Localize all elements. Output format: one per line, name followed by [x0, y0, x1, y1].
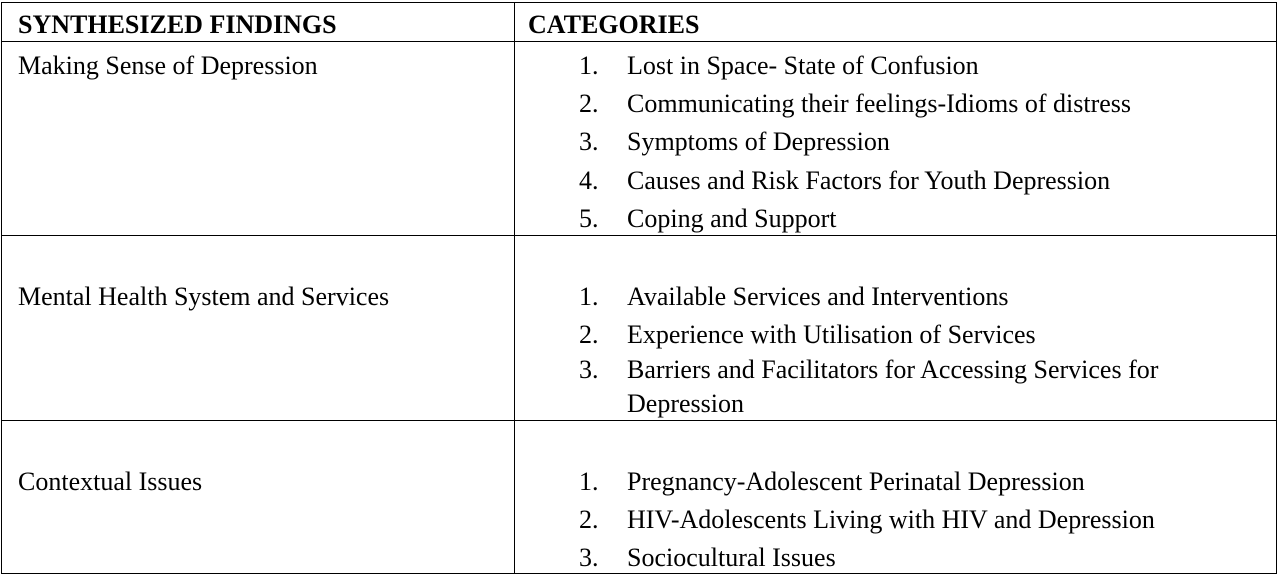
row-divider — [2, 235, 1276, 236]
category-item: Communicating their feelings-Idioms of distress — [627, 89, 1132, 118]
finding-label: Contextual Issues — [18, 467, 203, 496]
column-divider — [514, 3, 515, 573]
category-item: Pregnancy-Adolescent Perinatal Depression — [627, 467, 1085, 496]
category-number: 1. — [579, 51, 599, 80]
header-categories: CATEGORIES — [528, 10, 700, 39]
category-item: Experience with Utilisation of Services — [627, 320, 1036, 349]
category-number: 1. — [579, 282, 599, 311]
category-number: 2. — [579, 320, 599, 349]
category-item: Lost in Space- State of Confusion — [627, 51, 979, 80]
category-item-continued: Depression — [627, 389, 744, 418]
category-number: 1. — [579, 467, 599, 496]
category-item: Available Services and Interventions — [627, 282, 1009, 311]
category-number: 3. — [579, 127, 599, 156]
category-item: Coping and Support — [627, 204, 837, 233]
category-item: HIV-Adolescents Living with HIV and Depression — [627, 505, 1155, 534]
finding-label: Making Sense of Depression — [18, 51, 318, 80]
finding-label: Mental Health System and Services — [18, 282, 390, 311]
row-divider — [2, 420, 1276, 421]
category-item: Causes and Risk Factors for Youth Depression — [627, 166, 1111, 195]
category-number: 3. — [579, 355, 599, 384]
category-item: Symptoms of Depression — [627, 127, 890, 156]
category-number: 3. — [579, 543, 599, 572]
category-item: Sociocultural Issues — [627, 543, 836, 572]
category-number: 2. — [579, 505, 599, 534]
category-item: Barriers and Facilitators for Accessing Services for — [627, 355, 1159, 384]
category-number: 5. — [579, 204, 599, 233]
header-synthesized-findings: SYNTHESIZED FINDINGS — [18, 10, 337, 39]
header-divider — [2, 41, 1276, 42]
findings-table — [1, 2, 1277, 574]
category-number: 2. — [579, 89, 599, 118]
category-number: 4. — [579, 166, 599, 195]
